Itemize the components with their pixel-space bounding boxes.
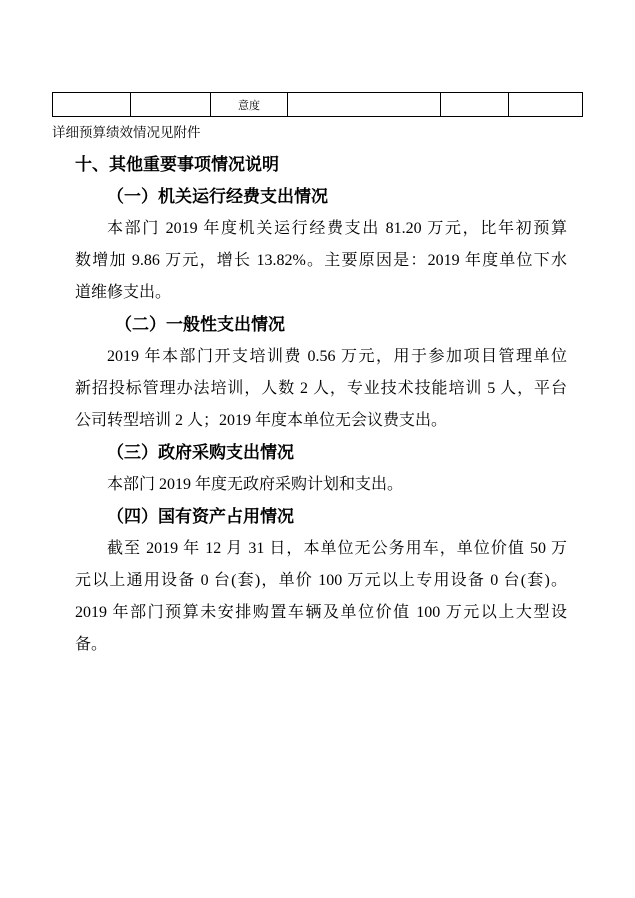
table-cell: 意度 <box>211 93 288 117</box>
table-row <box>53 93 583 117</box>
paragraph-line: 新招投标管理办法培训，人数 2 人，专业技术技能培训 5 人，平台 <box>75 380 567 397</box>
table-cell <box>288 93 441 117</box>
paragraph-line: 备。 <box>75 636 108 653</box>
document-body <box>75 149 567 661</box>
attachment-note: 详细预算绩效情况见附件 <box>52 125 201 140</box>
paragraph-line: 公司转型培训 2 人；2019 年度本单位无会议费支出。 <box>75 412 448 429</box>
table-cell <box>53 93 131 117</box>
subsection-heading: （四）国有资产占用情况 <box>107 507 294 527</box>
paragraph-line: 本部门 2019 年度机关运行经费支出 81.20 万元，比年初预算 <box>107 220 567 237</box>
paragraph-line: 2019 年部门预算未安排购置车辆及单位价值 100 万元以上大型设 <box>75 604 567 621</box>
paragraph-line: 本部门 2019 年度无政府采购计划和支出。 <box>107 476 404 493</box>
table-cell <box>441 93 509 117</box>
table-row-fragment <box>52 92 583 117</box>
section-heading: 十、其他重要事项情况说明 <box>75 155 279 175</box>
table-cell <box>131 93 211 117</box>
subsection-heading: （三）政府采购支出情况 <box>107 443 294 463</box>
subsection-heading: （二）一般性支出情况 <box>115 315 285 335</box>
paragraph-line: 元以上通用设备 0 台(套)，单价 100 万元以上专用设备 0 台(套)。 <box>75 572 567 589</box>
paragraph-line: 2019 年本部门开支培训费 0.56 万元，用于参加项目管理单位 <box>107 348 567 365</box>
subsection-heading: （一）机关运行经费支出情况 <box>107 187 328 207</box>
paragraph-line: 道维修支出。 <box>75 284 172 301</box>
table-cell <box>509 93 583 117</box>
paragraph-line: 数增加 9.86 万元，增长 13.82%。主要原因是：2019 年度单位下水 <box>75 252 567 269</box>
paragraph-line: 截至 2019 年 12 月 31 日，本单位无公务用车，单位价值 50 万 <box>107 540 567 557</box>
